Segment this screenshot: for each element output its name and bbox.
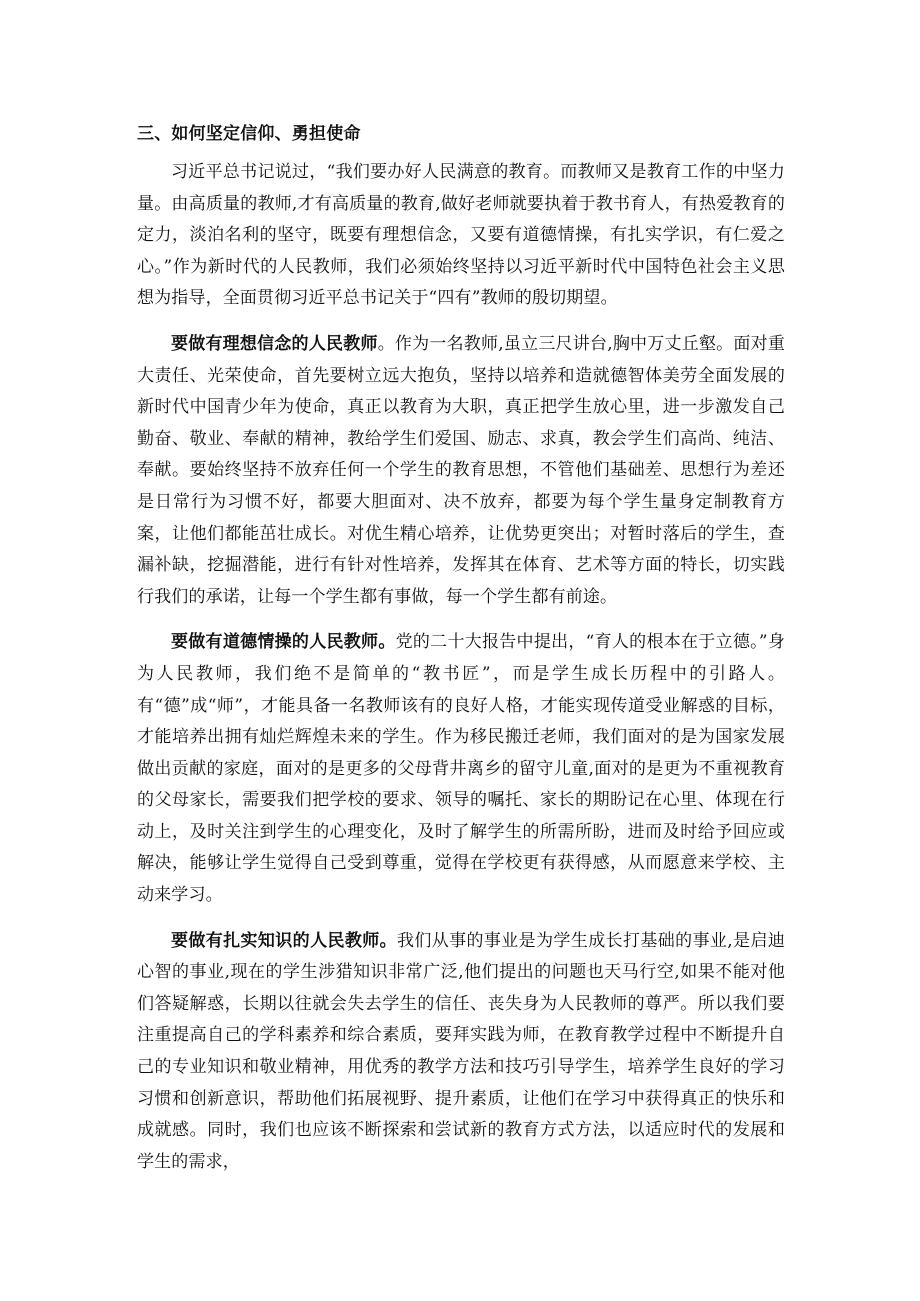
- paragraph-ideals: [137, 329, 785, 613]
- text-column: [137, 117, 785, 1178]
- paragraph-body: 我们从事的事业是为学生成长打基础的事业,是启迪心智的事业,现在的学生涉猎知识非常广泛,他们提出的问题也天马行空,如果不能对他们答疑解惑，长期以往就会失去学生的信任、丧失身为人民教师的尊严。所以我们要注重提高自己的学科素养和综合素质，要拜实践为师，在教育教学过程中不断提升自己的专业知识和敬业精神，用优秀的教学方法和技巧引导学生，培养学生良好的学习习惯和创新意识，帮助他们拓展视野、提升素质，让他们在学习中获得真正的快乐和成就感。同时，我们也应该不断探索和尝试新的教育方式方法，以适应时代的发展和学生的需求，: [137, 930, 785, 1172]
- paragraph-lead: 要做有道德情操的人民教师。: [171, 632, 396, 653]
- paragraph-lead: 要做有扎实知识的人民教师。: [171, 930, 397, 951]
- section-heading: 三、如何坚定信仰、勇担使命: [137, 124, 361, 144]
- paragraph-lead: 要做有理想信念的人民教师: [171, 333, 378, 354]
- paragraph-body: 。作为一名教师,虽立三尺讲台,胸中万丈丘壑。面对重大责任、光荣使命，首先要树立远大抱负，坚持以培养和造就德智体美劳全面发展的新时代中国青少年为使命，真正以教育为大职，真正把学生放心里，进一步激发自己勤奋、敬业、奉献的精神，教给学生们爱国、励志、求真，教会学生们高尚、纯洁、奉献。要始终坚持不放弃任何一个学生的教育思想，不管他们基础差、思想行为差还是日常行为习惯不好，都要大胆面对、决不放弃，都要为每个学生量身定制教育方案，让他们都能茁壮成长。对优生精心培养，让优势更突出；对暂时落后的学生，查漏补缺，挖掘潜能，进行有针对性培养，发挥其在体育、艺术等方面的特长，切实践行我们的承诺，让每一个学生都有事做，每一个学生都有前途。: [137, 333, 785, 607]
- paragraph-intro: [137, 157, 785, 315]
- paragraph-knowledge: [137, 926, 785, 1179]
- paragraph-body: 党的二十大报告中提出，“育人的根本在于立德。”身为人民教师，我们绝不是简单的“教书匠”，而是学生成长历程中的引路人。有“德”成“师”，才能具备一名教师该有的良好人格，才能实现传道受业解惑的目标，才能培养出拥有灿烂辉煌未来的学生。作为移民搬迁老师，我们面对的是为国家发展做出贡献的家庭，面对的是更多的父母背井离乡的留守儿童,面对的是更为不重视教育的父母家长，需要我们把学校的要求、领导的嘱托、家长的期盼记在心里、体现在行动上，及时关注到学生的心理变化，及时了解学生的所需所盼，进而及时给予回应或解决，能够让学生觉得自己受到尊重，觉得在学校更有获得感，从而愿意来学校、主动来学习。: [137, 632, 786, 906]
- paragraph-body: 习近平总书记说过，“我们要办好人民满意的教育。而教师又是教育工作的中坚力量。由高质量的教师,才有高质量的教育,做好老师就要执着于教书育人，有热爱教育的定力，淡泊名利的坚守，既要有理想信念，又要有道德情操，有扎实学识，有仁爱之心。”作为新时代的人民教师，我们必须始终坚持以习近平新时代中国特色社会主义思想为指导，全面贯彻习近平总书记关于“四有”教师的殷切期望。: [137, 162, 785, 309]
- paragraph-morality: [137, 627, 785, 911]
